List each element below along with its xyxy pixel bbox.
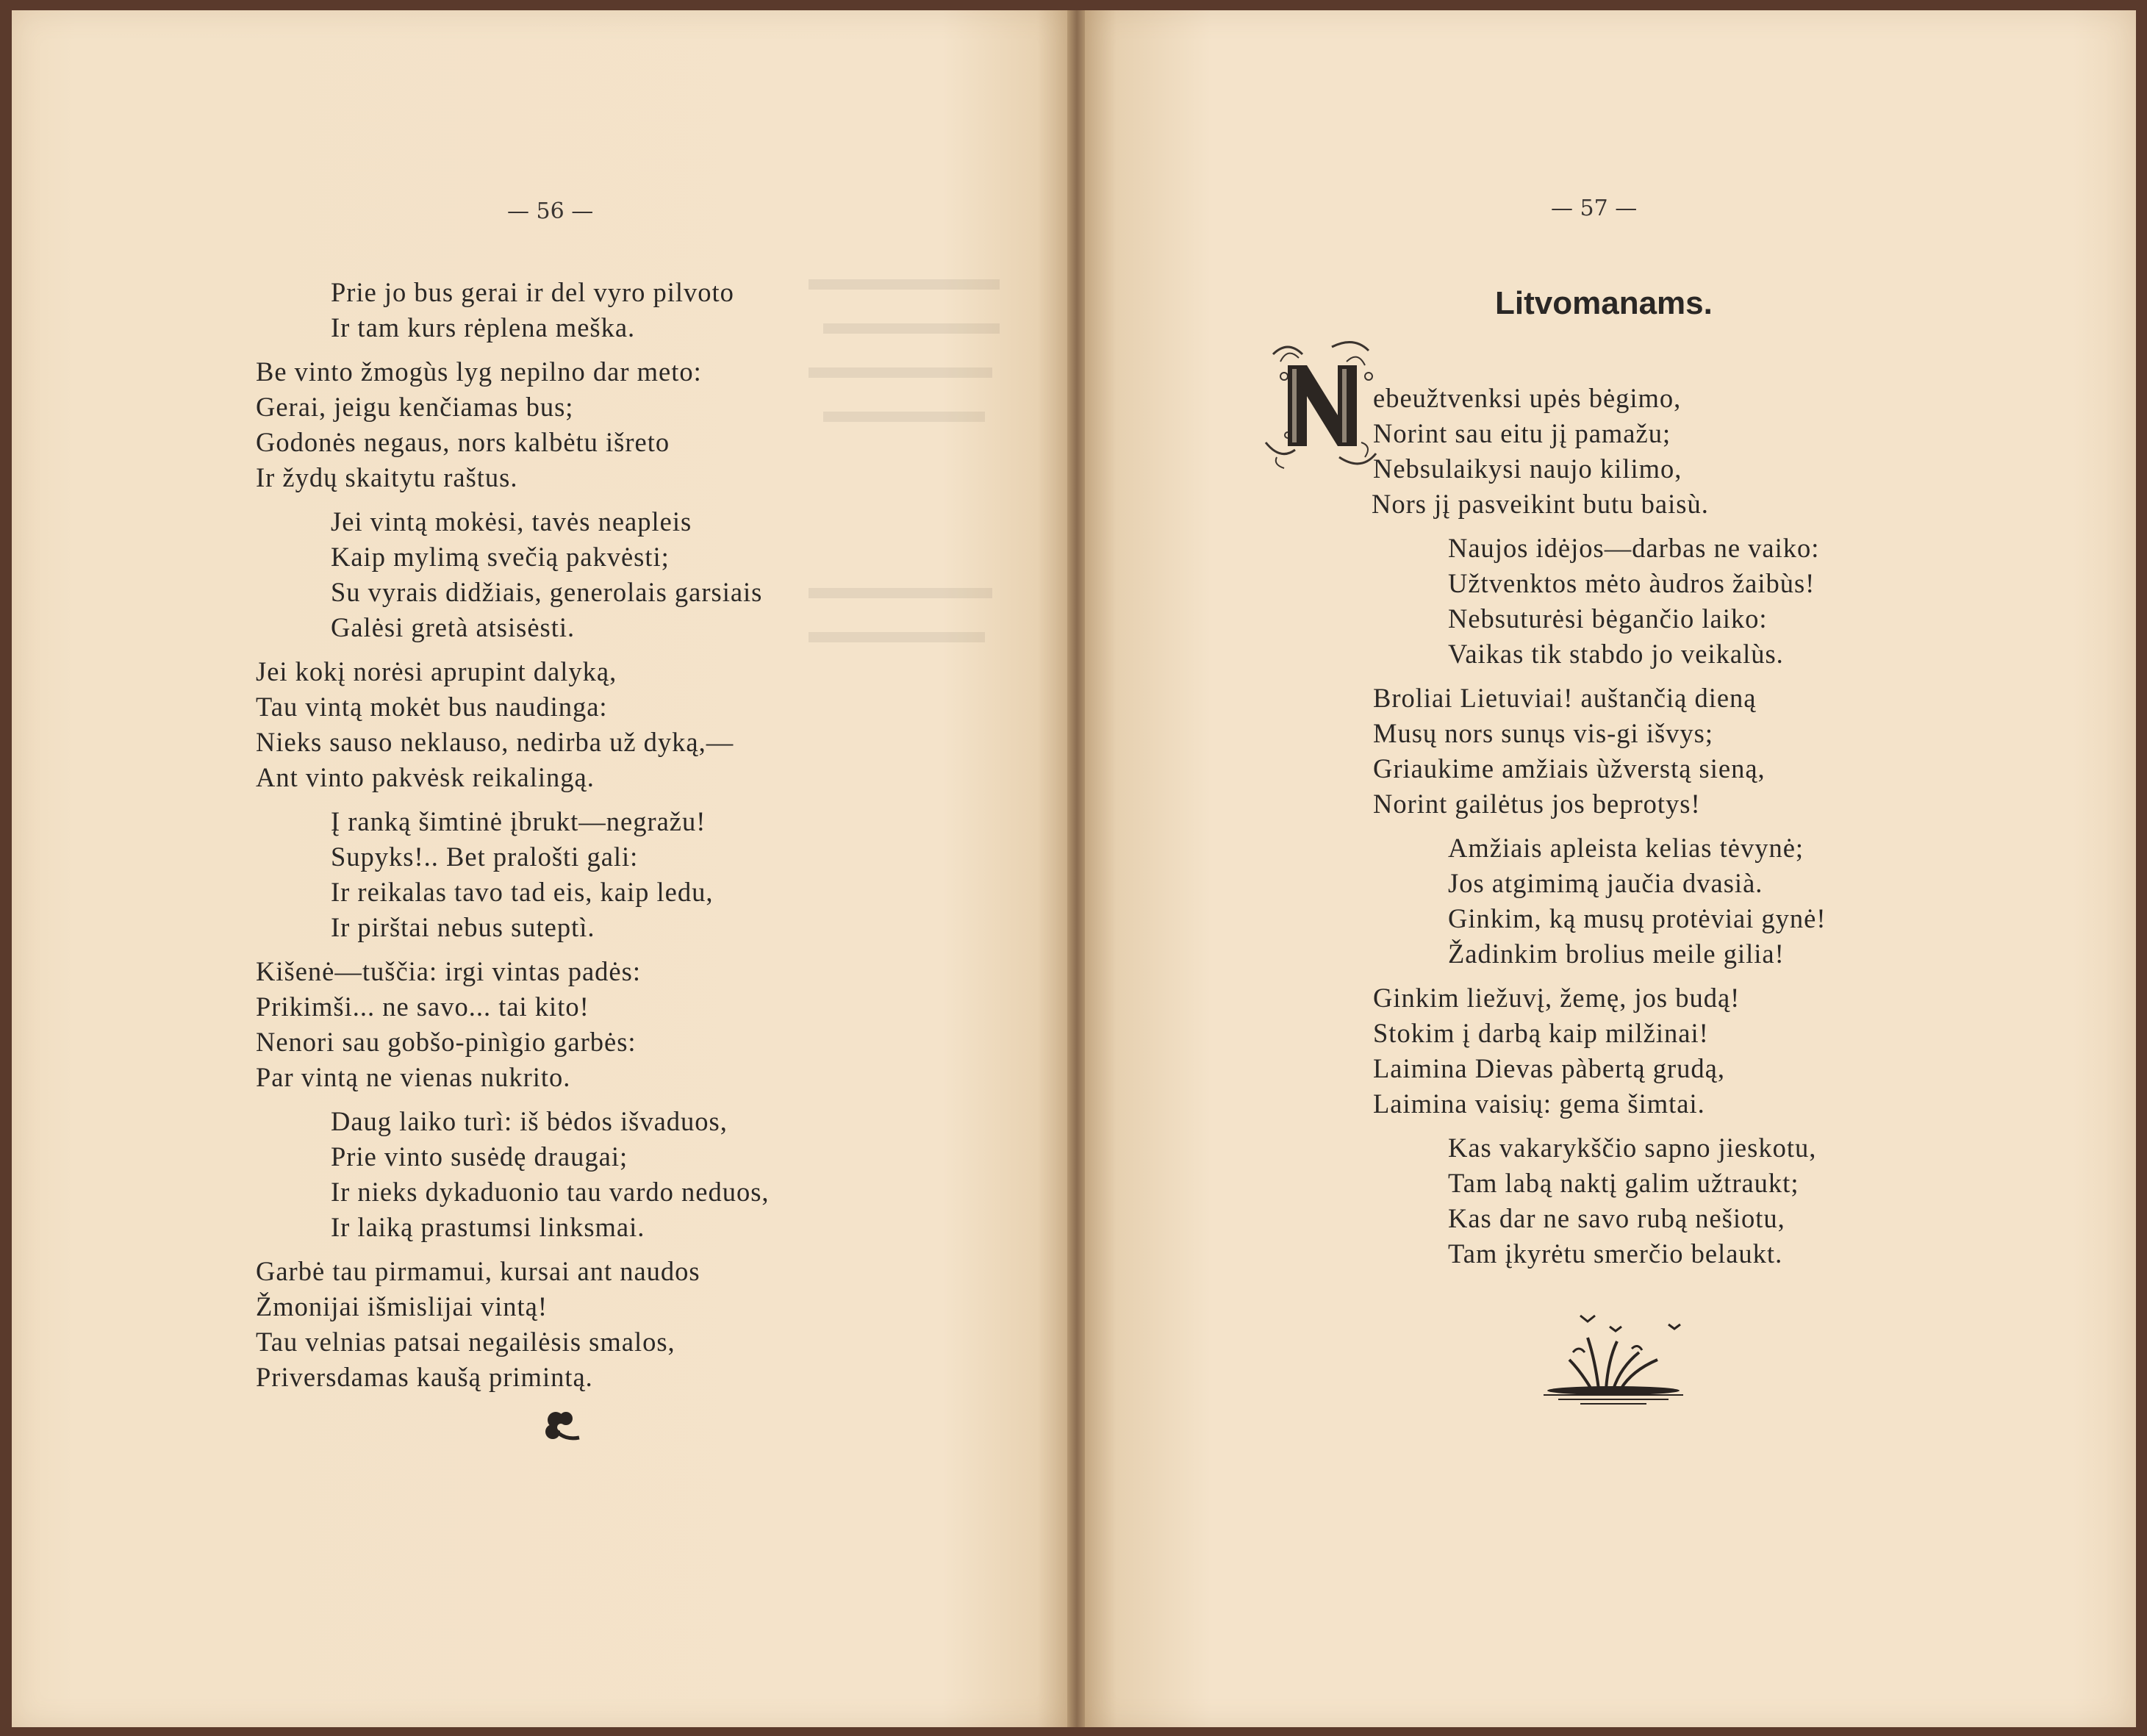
poem-line: Kas dar ne savo rubą nešiotu, [1448, 1203, 1785, 1233]
poem-line: Galėsi gretà atsisėsti. [331, 612, 576, 642]
stanza-gap [1373, 822, 1827, 831]
poem-line: Vaikas tik stabdo jo veikalùs. [1448, 639, 1784, 669]
poem-line: Jos atgimimą jaučia dvasià. [1448, 868, 1763, 898]
stanza-gap [256, 1245, 770, 1254]
poem-line: Broliai Lietuviai! auštančią dieną [1373, 683, 1757, 713]
poem-line: Tau velnias patsai negailėsis smalos, [256, 1327, 675, 1357]
right-poem [1373, 381, 1827, 1271]
book-gutter [1067, 10, 1086, 1727]
poem-line: Tau vintą mokėt bus naudinga: [256, 692, 608, 722]
fleuron-icon [542, 1408, 582, 1446]
stanza-gap [1373, 1122, 1827, 1130]
poem-line: Ir laiką prastumsi linksmai. [331, 1212, 645, 1242]
poem-line: Nebsulaikysi naujo kilimo, [1373, 453, 1682, 484]
reeds-birds-vignette-icon [1529, 1308, 1698, 1411]
poem-line: Ant vinto pakvėsk reikalingą. [256, 762, 595, 792]
poem-line: Ir nieks dykaduonio tau vardo neduos, [331, 1177, 770, 1207]
stanza-gap [1373, 522, 1827, 531]
bleed-through-texture [809, 279, 1014, 941]
poem-line: Žadinkim brolius meile gilia! [1448, 939, 1785, 969]
poem-line: Be vinto žmogùs lyg nepilno dar meto: [256, 356, 702, 387]
poem-line: Norint sau eitu jį pamažu; [1373, 418, 1671, 448]
poem-line: Nors jį pasveikint butu baisù. [1372, 489, 1709, 519]
poem-line: Stokim į darbą kaip milžinai! [1373, 1018, 1709, 1048]
poem-line: Musų nors sunųs vis-gi išvys; [1373, 718, 1714, 748]
poem-line: Naujos idėjos—darbas ne vaiko: [1448, 533, 1820, 563]
stanza-gap [1373, 972, 1827, 980]
poem-line: Kišenė—tuščia: irgi vintas padės: [256, 956, 641, 986]
poem-line: Norint gailėtus jos beprotys! [1373, 789, 1701, 819]
poem-line: Laimina vaisių: gema šimtai. [1373, 1088, 1705, 1119]
poem-line: Prie jo bus gerai ir del vyro pilvoto [331, 277, 734, 307]
left-poem [256, 275, 770, 1395]
poem-line: Su vyrais didžiais, generolais garsiais [331, 577, 763, 607]
poem-line: Ir pirštai nebus suteptì. [331, 912, 595, 942]
stanza-gap [256, 795, 770, 804]
poem-line: Ir tam kurs rėplena meška. [331, 312, 636, 342]
stanza-gap [1373, 672, 1827, 681]
poem-line: Supyks!.. Bet pralošti gali: [331, 842, 639, 872]
poem-line: Daug laiko turì: iš bėdos išvaduos, [331, 1106, 728, 1136]
stanza-gap [256, 645, 770, 654]
poem-line: Prie vinto susėdę draugai; [331, 1141, 628, 1172]
poem-line: Nieks sauso neklauso, nedirba už dyką,— [256, 727, 734, 757]
poem-line: Griaukime amžiais ùžverstą sieną, [1373, 753, 1766, 783]
poem-line: Laimina Dievas pàbertą grudą, [1373, 1053, 1725, 1083]
poem-title: Litvomanams. [1495, 285, 1713, 321]
poem-line: Žmonijai išmislijai vintą! [256, 1291, 548, 1321]
poem-line: Godonės negaus, nors kalbėtu išreto [256, 427, 670, 457]
stanza-gap [256, 345, 770, 354]
poem-line: Nebsuturėsi bėgančio laiko: [1448, 603, 1768, 634]
poem-line: Par vintą ne vienas nukrito. [256, 1062, 571, 1092]
poem-line: Kas vakarykščio sapno jieskotu, [1448, 1133, 1817, 1163]
poem-line: Ginkim liežuvį, žemę, jos budą! [1373, 983, 1741, 1013]
poem-line: Ir reikalas tavo tad eis, kaip ledu, [331, 877, 714, 907]
poem-line: Užtvenktos mėto àudros žaibùs! [1448, 568, 1816, 598]
poem-line: Tam labą naktį galim užtraukt; [1448, 1168, 1799, 1198]
poem-line: Priversdamas kaušą primintą. [256, 1362, 593, 1392]
poem-line: Jei kokį norėsi aprupint dalyką, [256, 656, 617, 686]
poem-line: Ir žydų skaitytu raštus. [256, 462, 518, 492]
poem-line: Jei vintą mokėsi, tavės neapleis [331, 506, 692, 537]
floral-initial-icon [1258, 332, 1383, 479]
poem-line: Gerai, jeigu kenčiamas bus; [256, 392, 574, 422]
poem-line: Nenori sau gobšo-pinìgio garbės: [256, 1027, 637, 1057]
poem-line: Prikimši... ne savo... tai kito! [256, 991, 589, 1022]
stanza-gap [256, 495, 770, 504]
poem-line: Tam įkyrėtu smerčio belaukt. [1448, 1238, 1783, 1269]
poem-line: Į ranką šimtinė įbrukt—negražu! [331, 806, 706, 836]
right-page-number: — 57 — [1551, 196, 1638, 221]
poem-line: Garbė tau pirmamui, kursai ant naudos [256, 1256, 700, 1286]
poem-line: Ginkim, ką musų protėviai gynė! [1448, 903, 1827, 933]
stanza-gap [256, 1095, 770, 1104]
poem-line: Amžiais apleista kelias tėvynė; [1448, 833, 1804, 863]
poem-line: ebeužtvenksi upės bėgimo, [1373, 383, 1682, 413]
stanza-gap [256, 945, 770, 954]
poem-line: Kaip mylimą svečią pakvėsti; [331, 542, 670, 572]
left-page-number: — 56 — [507, 198, 594, 224]
